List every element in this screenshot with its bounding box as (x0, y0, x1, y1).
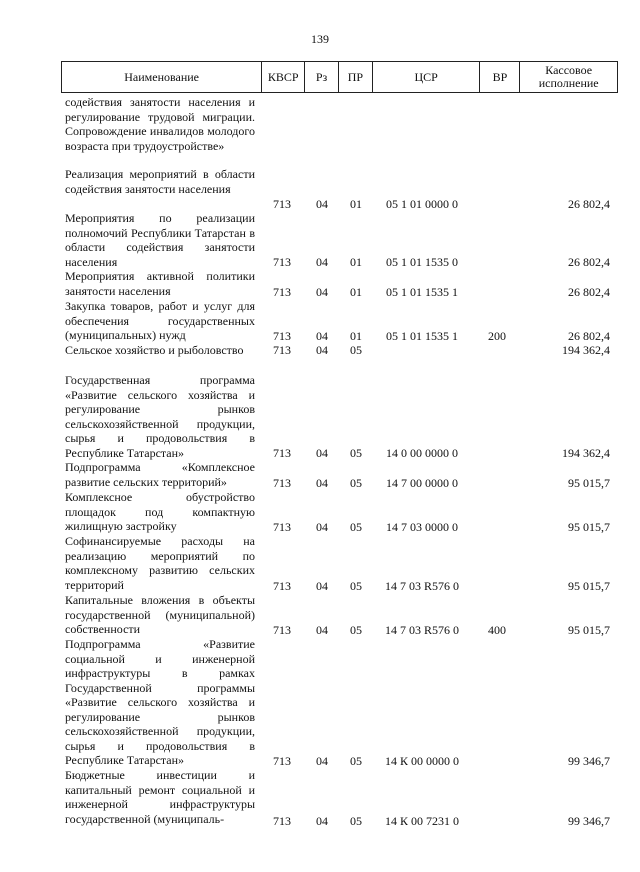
row-pr: 05 (350, 343, 362, 357)
row-sum: 26 802,4 (568, 254, 610, 269)
row-kvsr: 713 (273, 753, 291, 768)
row-sum: 26 802,4 (568, 196, 610, 211)
row-sum: 26 802,4 (568, 328, 610, 343)
header-csr: ЦСР (373, 62, 481, 92)
row-rz: 04 (316, 519, 328, 534)
row-rz: 04 (316, 475, 328, 490)
row-kvsr: 713 (273, 284, 291, 299)
row-csr: 05 1 01 0000 0 (386, 196, 458, 211)
row-rz: 04 (316, 578, 328, 593)
row-name: Реализация мероприятий в области содействия занятости населения (65, 167, 255, 196)
row-kvsr: 713 (273, 445, 291, 460)
row-kvsr: 713 (273, 196, 291, 211)
row-pr: 05 (350, 475, 362, 490)
row-sum: 95 015,7 (568, 519, 610, 534)
row-name: Мероприятия по реализации полномочий Республики Татарстан в области содействия занятости населения (65, 211, 255, 269)
row-rz: 04 (316, 343, 328, 357)
header-sum: Кассовое исполнение (538, 63, 599, 90)
row-csr: 14 7 03 R576 0 (384, 622, 459, 637)
row-csr: 05 1 01 1535 1 (386, 328, 458, 343)
row-csr: 05 1 01 1535 1 (386, 284, 458, 299)
row-kvsr: 713 (273, 343, 291, 357)
row-name: Сельское хозяйство и рыболовство (65, 343, 244, 357)
row-sum: 26 802,4 (568, 284, 610, 299)
row-pr: 05 (350, 519, 362, 534)
row-csr: 14 0 00 0000 0 (386, 445, 458, 460)
row-name: Мероприятия активной политики занятости населения (65, 269, 255, 298)
table-row (0, 593, 640, 637)
row-rz: 04 (316, 196, 328, 211)
row-pr: 05 (350, 578, 362, 593)
row-rz: 04 (316, 328, 328, 343)
row-kvsr: 713 (273, 813, 291, 828)
row-rz: 04 (316, 813, 328, 828)
row-csr: 14 К 00 7231 0 (384, 813, 459, 828)
row-name: содействия занятости населения и регулирование трудовой миграции. Сопровождение инвалидов молодого возраста при трудоустройстве» (65, 95, 255, 153)
row-rz: 04 (316, 622, 328, 637)
table-row (0, 534, 640, 593)
table-body (0, 95, 640, 828)
table-header (61, 61, 618, 93)
row-rz: 04 (316, 254, 328, 269)
row-kvsr: 713 (273, 328, 291, 343)
row-vr: 200 (488, 328, 506, 343)
table-row (0, 95, 640, 167)
table-row (0, 299, 640, 343)
header-pr: ПР (339, 62, 373, 92)
row-name: Подпрограмма «Развитие социальной и инженерной инфраструктуры в рамках Государственной программы «Развитие сельского хозяйства и регулирование рынков сельскохозяйственной продукции, сырья и продовольствия в Республике Татарстан» (65, 637, 255, 767)
row-pr: 05 (350, 622, 362, 637)
row-csr: 14 7 03 0000 0 (386, 519, 458, 534)
row-csr: 14 К 00 0000 0 (384, 753, 459, 768)
row-rz: 04 (316, 753, 328, 768)
row-kvsr: 713 (273, 578, 291, 593)
table-row (0, 637, 640, 768)
row-sum: 95 015,7 (568, 578, 610, 593)
row-pr: 05 (350, 753, 362, 768)
row-sum: 194 362,4 (562, 343, 610, 357)
row-name: Подпрограмма «Комплексное развитие сельских территорий» (65, 460, 255, 489)
row-name: Софинансируемые расходы на реализацию мероприятий по комплексному развитию сельских территорий (65, 534, 255, 592)
row-sum: 95 015,7 (568, 622, 610, 637)
row-rz: 04 (316, 445, 328, 460)
row-sum: 99 346,7 (568, 753, 610, 768)
row-name: Государственная программа «Развитие сельского хозяйства и регулирование рынков сельскохозяйственной продукции, сырья и продовольствия в Республике Татарстан» (65, 373, 255, 460)
row-pr: 01 (350, 196, 362, 211)
row-csr: 14 7 00 0000 0 (386, 475, 458, 490)
header-name: Наименование (62, 62, 262, 92)
row-kvsr: 713 (273, 519, 291, 534)
table-row (0, 211, 640, 269)
header-kvsr: КВСР (262, 62, 305, 92)
row-name: Комплексное обустройство площадок под компактную жилищную застройку (65, 490, 255, 533)
table-row (0, 269, 640, 299)
row-name: Капитальные вложения в объекты государственной (муниципальной) собственности (65, 593, 255, 636)
table-row (0, 373, 640, 460)
row-rz: 04 (316, 284, 328, 299)
row-pr: 01 (350, 254, 362, 269)
row-pr: 05 (350, 813, 362, 828)
row-sum: 194 362,4 (562, 445, 610, 460)
row-name: Бюджетные инвестиции и капитальный ремонт социальной и инженерной инфраструктуры государственной (муниципаль- (65, 768, 255, 826)
row-sum: 99 346,7 (568, 813, 610, 828)
row-sum: 95 015,7 (568, 475, 610, 490)
header-rz: Рз (305, 62, 339, 92)
table-row (0, 490, 640, 534)
row-kvsr: 713 (273, 475, 291, 490)
row-pr: 01 (350, 284, 362, 299)
table-row (0, 460, 640, 490)
row-pr: 01 (350, 328, 362, 343)
page-number: 139 (311, 32, 329, 46)
row-pr: 05 (350, 445, 362, 460)
row-name: Закупка товаров, работ и услуг для обеспечения государственных (муниципальных) нужд (65, 299, 255, 342)
header-vr: ВР (480, 62, 520, 92)
table-row (0, 343, 640, 373)
row-kvsr: 713 (273, 622, 291, 637)
row-kvsr: 713 (273, 254, 291, 269)
row-csr: 05 1 01 1535 0 (386, 254, 458, 269)
row-vr: 400 (488, 622, 506, 637)
table-row (0, 167, 640, 211)
table-row (0, 768, 640, 828)
row-csr: 14 7 03 R576 0 (384, 578, 459, 593)
